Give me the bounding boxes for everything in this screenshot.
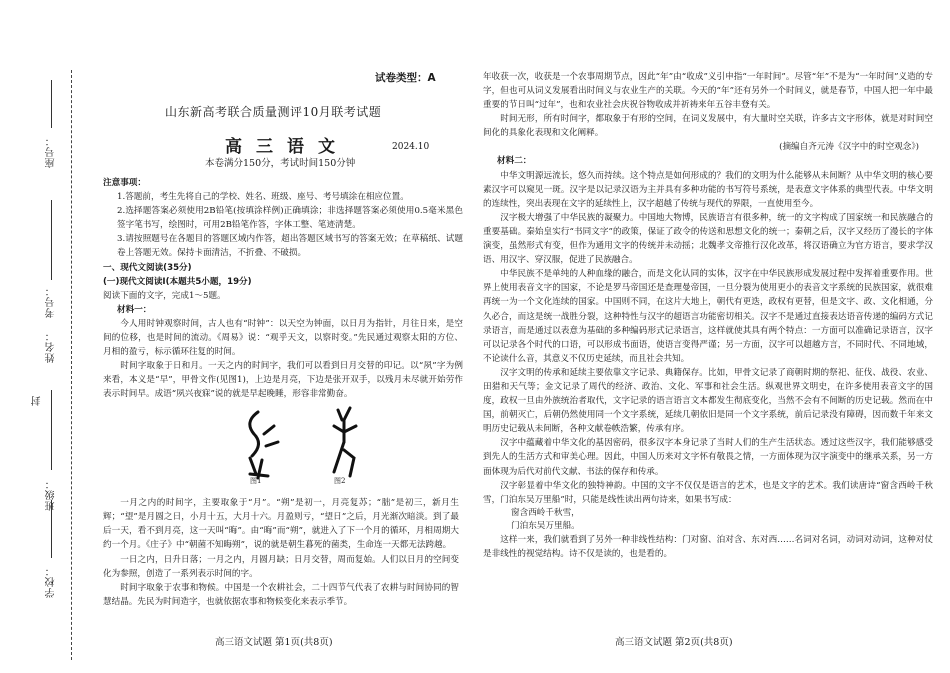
paragraph: 一月之内的时间字，主要取象于“月”。“朔”是初一，月亮复苏；“朏”是初三，新月生辉；“望”是月圆之日，小月十五，大月十六。月盈则亏，“望日”之后，月光渐次暗淡。到了最后一天，看不到月亮，这一天叫“晦”。由“晦”而“朔”，就进入了下一个月的循环，月相周期大约一个月。《庄子》中“朝菌不知晦朔”，说的就是朝生暮死的菌类，生命连一天都无法跨越。 bbox=[103, 497, 459, 550]
notice-item-3: 3.请按照题号在各题目的答题区域内作答，超出答题区域书写的答案无效；在草稿纸、试题卷上答题无效。保持卡面清洁，不折叠、不破损。 bbox=[117, 234, 463, 259]
right-page bbox=[475, 0, 950, 673]
fold-mark: 封 bbox=[32, 395, 43, 406]
source-attribution: (摘编自齐元涛《汉字中的时空观念》) bbox=[779, 142, 919, 153]
oracle-bone-glyphs bbox=[220, 404, 400, 494]
paragraph: 中华文明源远流长，悠久而持续。这个特点是如何形成的？我们的文明为什么能够从未间断？从中华文明的核心要素汉字可以窥见一斑。汉字是以记录汉语为主并具有多种功能的书写符号系统，是表意文字体系的典型代表。中华文明的连续性，突出表现在文字的延续性上，汉字超越了传统与现代的界限，一直使用至今。 bbox=[483, 170, 933, 209]
poem-line-2: 门泊东吴万里船。 bbox=[511, 520, 580, 531]
fold-line bbox=[71, 70, 72, 660]
class-label: 班级： bbox=[46, 478, 57, 511]
exam-number-label: 考号： bbox=[46, 285, 57, 318]
figures bbox=[220, 404, 400, 504]
figure-1-caption: 图1 bbox=[250, 476, 262, 485]
score-time: 本卷满分150分，考试时间150分钟 bbox=[205, 158, 356, 169]
binding-sidebar bbox=[0, 0, 84, 673]
glyph-su-icon bbox=[250, 412, 278, 478]
seat-number-blank[interactable] bbox=[51, 80, 52, 128]
paragraph: 时间字取象于农事和物候。中国是一个农耕社会，二十四节气代表了农耕与时间协同的智慧结晶。先民为时间造字，也就依据农事和物候变化来表示季节。 bbox=[103, 583, 459, 608]
seat-number-label: 座号： bbox=[46, 135, 57, 168]
glyph-nian-icon bbox=[334, 408, 356, 476]
exam-title: 山东新高考联合质量测评10月联考试题 bbox=[165, 105, 382, 119]
paragraph: 这样一来，我们就看到了另外一种非线性结构：门对窗、泊对含、东对西……名词对名词，动词对动词，这种对仗是非线性的视觉结构。诗不仅是读的，也是看的。 bbox=[483, 534, 933, 559]
section-part1: 一、现代文阅读(35分) bbox=[103, 262, 192, 273]
poem-line-1: 窗含西岭千秋雪， bbox=[511, 507, 580, 518]
paragraph: 汉字彰显着中华文化的独特神韵。中国的文字不仅仅是语言的艺术，也是文字的艺术。我们读唐诗“窗含西岭千秋雪，门泊东吴万里船”时，只能是线性读出两句诗来，如果书写成： bbox=[483, 480, 933, 505]
footer-left: 高三语文试题 第1页(共8页) bbox=[215, 637, 333, 648]
section-part1a: (一)现代文阅读Ⅰ(本题共5小题，19分) bbox=[103, 276, 252, 287]
school-blank[interactable] bbox=[51, 500, 52, 558]
paragraph: 汉字文明的传承和延续主要依靠文字记录、典籍保存。比如，甲骨文记录了商朝时期的祭祀、征伐、战役、农业、田猎和天气等；金文记录了周代的经济、政治、文化、军事和社会生活。纵观世界文明史，在许多使用表音文字的国度，政权一旦由外族统治者取代，文字记录的语言语言文本都发生彻底变化，当然不会有不间断的历史记载。然而在中国，前朝灭亡，后朝仍然使用同一个文字系统，延续几朝依旧是同一个文字系统，前后记录没有障碍，因而数千年来文明历史记载从未间断，各种文献卷帙浩繁，传承有序。 bbox=[483, 367, 933, 435]
name-label: 姓名： bbox=[46, 330, 57, 363]
exam-date: 2024.10 bbox=[392, 142, 430, 152]
paragraph: 汉字中蕴藏着中华文化的基因密码，很多汉字本身记录了当时人们的生产生活状态。透过这些汉字，我们能够感受到先人的生活方式和审美心理。因此，中国人历来对文字怀有敬畏之情，一方面体现为汉字演变中的继承关系，另一方面体现为后代对前代文献、书法的保存和传承。 bbox=[483, 438, 933, 477]
class-blank[interactable] bbox=[51, 390, 52, 470]
left-body-3 bbox=[103, 553, 459, 609]
instruction: 阅读下面的文字，完成1～5题。 bbox=[103, 290, 226, 301]
notice-block bbox=[103, 176, 463, 402]
paragraph: 中华民族不是单纯的人种血缘的融合，而是文化认同的实体，汉字在中华民族形成发展过程中发挥着重要作用。世界上使用表音文字的国家，不论是罗马帝国还是查理曼帝国，一旦分裂为使用更小的表音文字系统的民族国家，就很难再统一为一个文化连续的国家。中国则不同，在这片大地上，朝代有更迭，政权有更替，但是文字、政、文化相通，分久必合，而这是统一战胜分裂，这种特性与汉字的超语言功能密切相关。汉字不是通过直接表达语音传递的编码方式记录语言，而是通过以表意为基础的多种编码形式记录语言，这样就使其具有两个特点：一方面可以准确记录语言，汉字可以记录各个时代的口语，可以形成书面语，使语言变得严谨；另一方面，汉字可以超越方言，不同时代、不同地域，不论读什么音，其意义不仅历史延续，而且社会共知。 bbox=[483, 269, 933, 364]
paragraph: 时间字取象于日和月。一天之内的时间字，我们可以看到日月交替的印记。以“夙”字为例来看，本义是“早”，甲骨文作(见图1)，上边是月亮，下边是张开双手，以残月未尽就开始劳作表示时间早。成语“夙兴夜寐”说的就是早起晚睡，形容非常勤奋。 bbox=[103, 361, 463, 400]
notice-heading: 注意事项： bbox=[103, 178, 146, 188]
paragraph: 年收获一次，收获是一个农事周期节点，因此“年”由“收成”义引申指“一年时间”。尽管“年”不是为“一年时间”义造的专字，但也可从词义发展看出时间义与农业生产的关联。今天的“年”还有另外一个时间义，就是春节，中国人把一年中最重要的节日叫“过年”，也和农业社会庆祝谷物收成并祈祷来年五谷丰登有关。 bbox=[483, 72, 933, 111]
paragraph: 时间无形，所有时间字，都取象于有形的空间，在词义发展中，有大量时空关联，许多古文字形体，就是对时间空间化的具象化表现和文化阐释。 bbox=[483, 114, 933, 139]
right-body bbox=[483, 70, 933, 561]
exam-type: 试卷类型：A bbox=[375, 72, 436, 84]
exam-number-blank[interactable] bbox=[51, 200, 52, 280]
paragraph: 一日之内，日升日落；一月之内，月圆月缺；日月交替，周而复始。人们以日月的空间变化为参照，创造了一系列表示时间的字。 bbox=[103, 554, 459, 579]
subject-title: 高三语文 bbox=[225, 137, 349, 157]
paragraph: 今人用时钟观察时间，古人也有“时钟”：以天空为钟面，以日月为指针，月往日来，是空间的位移，也是时间的流动。《周易》说：“观乎天文，以察时变。”先民通过观察太阳的方位、月相的盈亏，标示循环往复的时间。 bbox=[103, 318, 463, 358]
notice-item-2: 2.选择题答案必须使用2B铅笔(按填涂样例)正确填涂；非选择题答案必须使用0.5毫米黑色签字笔书写，绘图时，可用2B铅笔作答，字体工整、笔迹清楚。 bbox=[117, 206, 463, 231]
figure-2-caption: 图2 bbox=[334, 476, 346, 485]
material2-heading: 材料二： bbox=[497, 156, 532, 167]
school-label: 学校： bbox=[46, 565, 57, 598]
paragraph: 汉字极大增强了中华民族的凝聚力。中国地大物博，民族语言有很多种，统一的文字构成了国家统一和民族融合的重要基础。秦始皇实行“书同文字”的政策，保证了政令的传送和思想文化的统一；秦朝之后，汉字又经历了漫长的字体演变，虽然形式有变，但作为通用文字的传统并未动摇；北魏孝文帝推行汉化改革，将汉语确立为官方语言，要求学汉语、用汉字、穿汉服，促进了民族融合。 bbox=[483, 212, 933, 266]
left-body-2 bbox=[103, 496, 459, 552]
notice-item-1: 1.答题前，考生先将自己的学校、姓名、班级、座号、考号填涂在相应位置。 bbox=[117, 192, 409, 203]
footer-right: 高三语文试题 第2页(共8页) bbox=[615, 637, 733, 648]
material1-heading: 材料一： bbox=[117, 304, 152, 315]
